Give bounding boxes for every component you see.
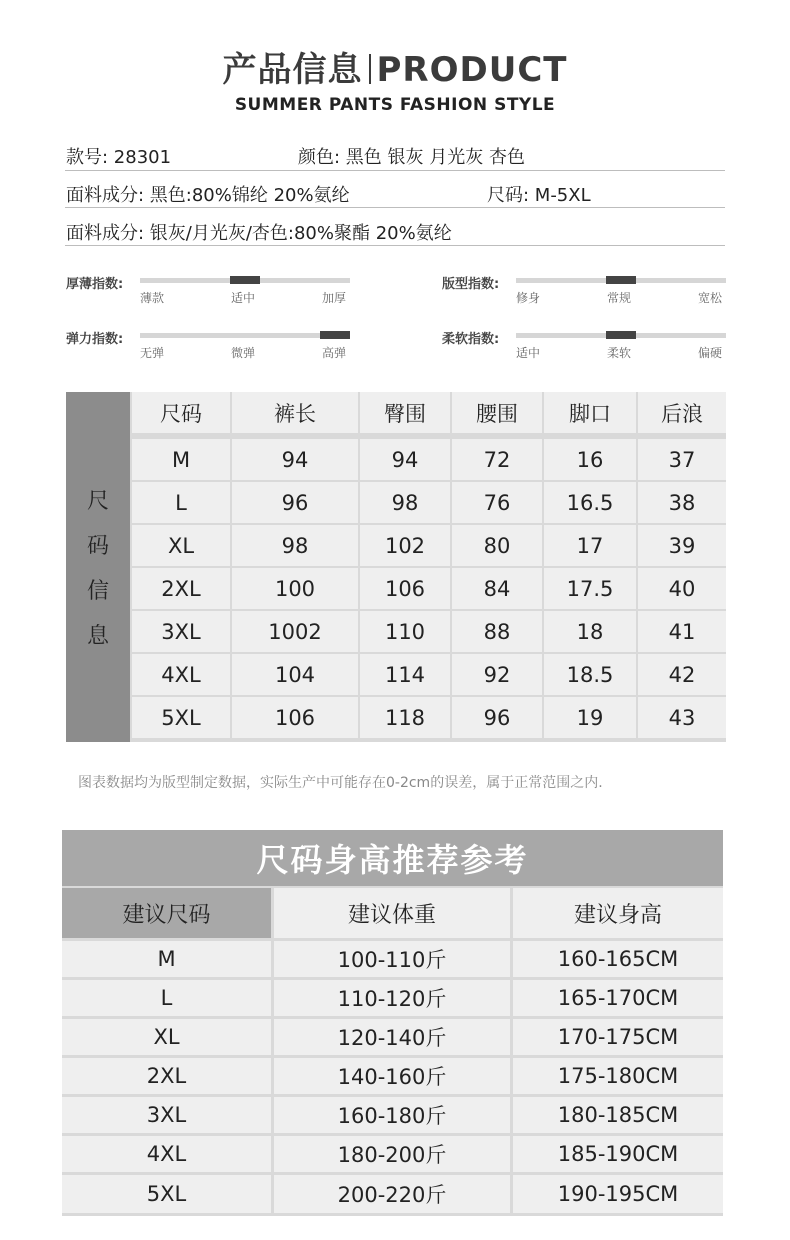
- softness-option: 柔软: [607, 346, 632, 360]
- table-cell: 3XL: [132, 611, 230, 652]
- table-cell: 5XL: [132, 697, 230, 738]
- divider: [65, 245, 725, 246]
- rec-cell: 180-185CM: [513, 1097, 723, 1133]
- elasticity-option: 无弹: [140, 346, 165, 360]
- table-cell: 100: [232, 568, 358, 609]
- divider: [65, 207, 725, 208]
- measurement-note: 图表数据均为版型制定数据，实际生产中可能存在0-2cm的误差，属于正常范围之内.: [78, 775, 603, 791]
- title-en: PRODUCT: [376, 50, 568, 90]
- table-cell: 94: [232, 439, 358, 480]
- size-header: 腰围: [452, 392, 542, 433]
- table-cell: 16.5: [544, 482, 636, 523]
- thickness-index-label: 厚薄指数:: [66, 277, 124, 292]
- page-subtitle: SUMMER PANTS FASHION STYLE: [234, 95, 556, 115]
- table-cell: 110: [360, 611, 450, 652]
- table-cell: 94: [360, 439, 450, 480]
- rec-cell: 180-200斤: [274, 1136, 510, 1172]
- color-options: 颜色: 黑色 银灰 月光灰 杏色: [298, 147, 525, 168]
- table-cell: 106: [232, 697, 358, 738]
- rec-cell: 160-165CM: [513, 941, 723, 977]
- table-cell: 114: [360, 654, 450, 695]
- rec-cell: 140-160斤: [274, 1058, 510, 1094]
- table-cell: 17.5: [544, 568, 636, 609]
- table-cell: 80: [452, 525, 542, 566]
- rec-header: 建议身高: [513, 888, 723, 938]
- rec-cell: 185-190CM: [513, 1136, 723, 1172]
- table-cell: 72: [452, 439, 542, 480]
- fit-index-marker: [606, 276, 636, 284]
- rec-cell: 110-120斤: [274, 980, 510, 1016]
- elasticity-index-bar: [140, 333, 350, 338]
- thickness-index-bar: [140, 278, 350, 283]
- table-cell: XL: [132, 525, 230, 566]
- rec-cell: 190-195CM: [513, 1175, 723, 1213]
- rec-cell: 170-175CM: [513, 1019, 723, 1055]
- fit-option: 宽松: [698, 291, 723, 305]
- thickness-option: 适中: [231, 291, 256, 305]
- table-cell: 118: [360, 697, 450, 738]
- fabric-black: 面料成分: 黑色:80%锦纶 20%氨纶: [66, 185, 350, 206]
- size-header: 脚口: [544, 392, 636, 433]
- side-char: 信: [86, 579, 109, 604]
- table-cell: 102: [360, 525, 450, 566]
- table-cell: 76: [452, 482, 542, 523]
- elasticity-option: 微弹: [231, 346, 256, 360]
- thickness-index-marker: [230, 276, 260, 284]
- softness-index-bar: [516, 333, 726, 338]
- elasticity-index-label: 弹力指数:: [66, 332, 124, 347]
- table-cell: 41: [638, 611, 726, 652]
- table-cell: 88: [452, 611, 542, 652]
- side-char: 息: [86, 624, 109, 649]
- fit-index-bar: [516, 278, 726, 283]
- table-cell: 96: [452, 697, 542, 738]
- table-cell: 37: [638, 439, 726, 480]
- table-cell: 40: [638, 568, 726, 609]
- table-cell: 17: [544, 525, 636, 566]
- table-cell: 98: [360, 482, 450, 523]
- rec-cell: 200-220斤: [274, 1175, 510, 1213]
- size-table-side-label: [66, 392, 130, 742]
- fit-index-label: 版型指数:: [442, 277, 500, 292]
- table-cell: 106: [360, 568, 450, 609]
- table-cell: 39: [638, 525, 726, 566]
- side-char: 码: [86, 534, 109, 559]
- softness-option: 适中: [516, 346, 541, 360]
- rec-header: 建议尺码: [62, 888, 271, 938]
- style-number: 款号: 28301: [66, 147, 172, 168]
- size-range: 尺码: M-5XL: [487, 185, 591, 206]
- rec-cell: 100-110斤: [274, 941, 510, 977]
- rec-cell: 4XL: [62, 1136, 271, 1172]
- table-cell: 4XL: [132, 654, 230, 695]
- title-divider: [369, 54, 371, 84]
- table-cell: 2XL: [132, 568, 230, 609]
- rec-cell: L: [62, 980, 271, 1016]
- table-cell: L: [132, 482, 230, 523]
- table-cell: 1002: [232, 611, 358, 652]
- thickness-option: 加厚: [322, 291, 347, 305]
- size-header: 尺码: [132, 392, 230, 433]
- table-cell: 96: [232, 482, 358, 523]
- divider: [65, 170, 725, 171]
- recommendation-title: 尺码身高推荐参考: [62, 830, 723, 886]
- table-cell: M: [132, 439, 230, 480]
- rec-cell: 5XL: [62, 1175, 271, 1213]
- rec-header: 建议体重: [274, 888, 510, 938]
- table-cell: 98: [232, 525, 358, 566]
- table-cell: 38: [638, 482, 726, 523]
- side-char: 尺: [86, 489, 109, 514]
- table-cell: 19: [544, 697, 636, 738]
- table-cell: 84: [452, 568, 542, 609]
- table-cell: 104: [232, 654, 358, 695]
- elasticity-index-marker: [320, 331, 350, 339]
- table-cell: 43: [638, 697, 726, 738]
- title-cn: 产品信息: [222, 50, 363, 90]
- rec-cell: 160-180斤: [274, 1097, 510, 1133]
- table-cell: 18.5: [544, 654, 636, 695]
- page-title: [0, 42, 790, 91]
- table-cell: 92: [452, 654, 542, 695]
- thickness-option: 薄款: [140, 291, 165, 305]
- softness-index-marker: [606, 331, 636, 339]
- rec-cell: 165-170CM: [513, 980, 723, 1016]
- fit-option: 常规: [607, 291, 632, 305]
- rec-cell: 3XL: [62, 1097, 271, 1133]
- table-cell: 18: [544, 611, 636, 652]
- rec-cell: 175-180CM: [513, 1058, 723, 1094]
- table-cell: 42: [638, 654, 726, 695]
- rec-cell: 120-140斤: [274, 1019, 510, 1055]
- table-cell: 16: [544, 439, 636, 480]
- fabric-others: 面料成分: 银灰/月光灰/杏色:80%聚酯 20%氨纶: [66, 223, 452, 244]
- rec-cell: XL: [62, 1019, 271, 1055]
- rec-cell: 2XL: [62, 1058, 271, 1094]
- fit-option: 修身: [516, 291, 541, 305]
- size-header: 后浪: [638, 392, 726, 433]
- size-header: 臀围: [360, 392, 450, 433]
- softness-option: 偏硬: [698, 346, 723, 360]
- rec-cell: M: [62, 941, 271, 977]
- softness-index-label: 柔软指数:: [442, 332, 500, 347]
- size-header: 裤长: [232, 392, 358, 433]
- elasticity-option: 高弹: [322, 346, 347, 360]
